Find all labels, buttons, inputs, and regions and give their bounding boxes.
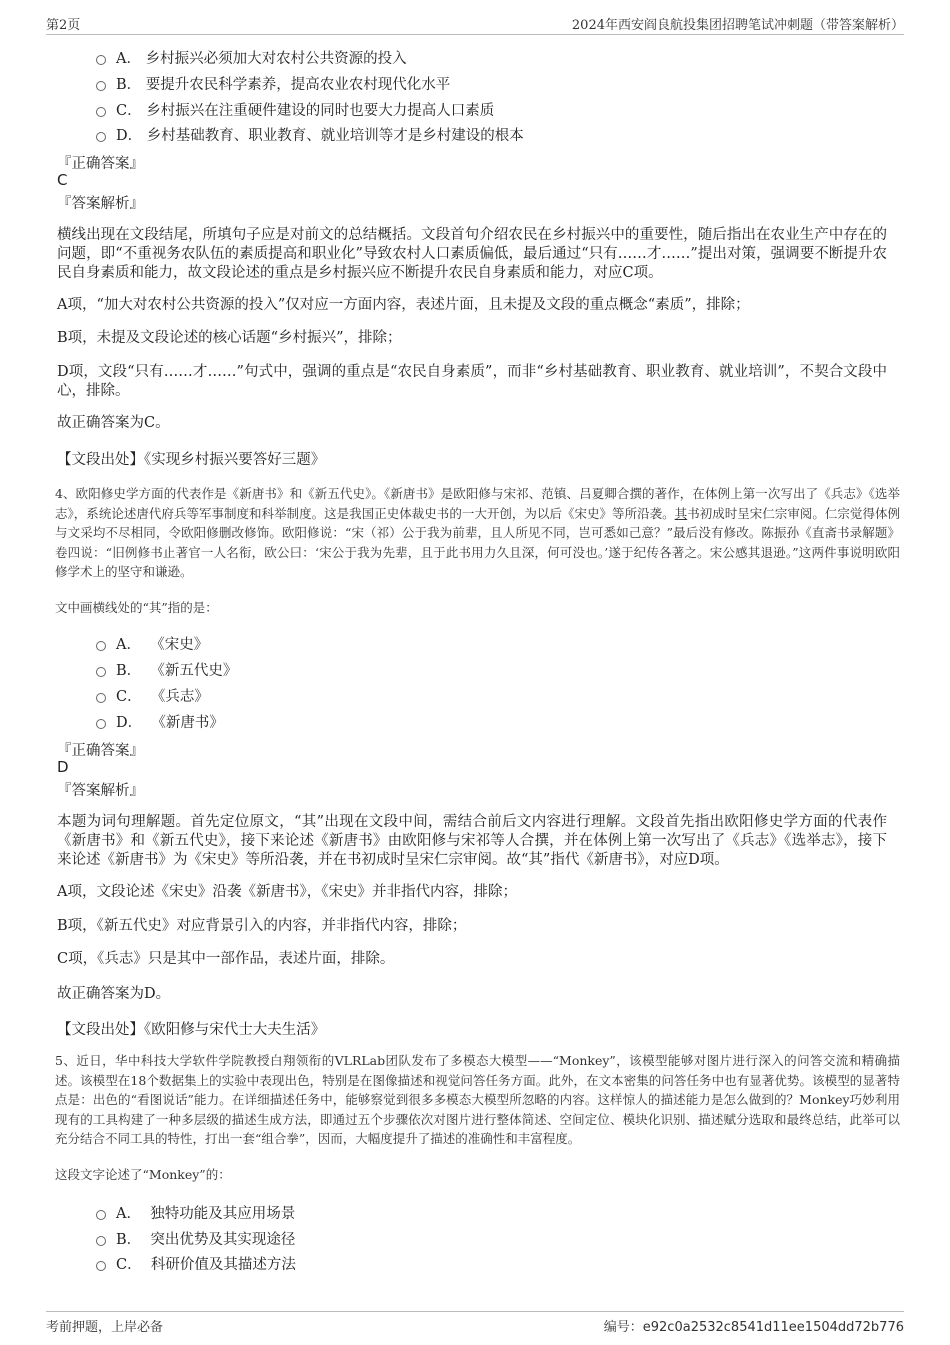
analysis-conclusion: 故正确答案为C。 [57,415,170,431]
analysis-paragraph: A项，“加大对农村公共资源的投入”仅对应一方面内容，表述片面，且未提及文段的重点概念“素质”，排除； [57,297,750,313]
analysis-paragraph: 横线出现在文段结尾，所填句子应是对前文的总结概括。文段首句介绍农民在乡村振兴中的重要性，随后指出在农业生产中存在的问题，即“不重视务农队伍的素质提高和职业化”导致农村人口素质偏低，最后通过“只有……才……”提出对策，强调要不断提升农民自身素质和能力，故文段论述的重点是乡村振兴应不断提升农民自身素质和能力，对应C项。 [57,227,887,281]
q3-option-b[interactable]: B． 要提升农民科学素养，提高农业农村现代化水平 [96,73,450,94]
question-stem: 文中画横线处的“其”指的是： [55,600,218,615]
analysis-paragraph: 本题为词句理解题。首先定位原文，“其”出现在文段中间，需结合前后文内容进行理解。文段首先指出欧阳修史学方面的代表作《新唐书》和《新五代史》，接下来论述《新唐书》由欧阳修与宋祁等人合撰，并在体例上第一次写出了《兵志》《选举志》，接下来论述《新唐书》为《宋史》等所沿袭，并在书初成时呈宋仁宗审阅。故“其”指代《新唐书》，对应D项。 [57,814,887,868]
question-passage: 5、近日，华中科技大学软件学院教授白翔领衔的VLRLab团队发布了多模态大模型——“Monkey”，该模型能够对图片进行深入的问答交流和精确描述。该模型在18个数据集上的实验中表现出色，特别是在图像描述和视觉问答任务方面。此外，在文本密集的问答任务中也有显著优势。该模型的显著特点是：出色的“看图说话”能力。在详细描述任务中，能够察觉到很多多模态大模型所忽略的内容。这样惊人的描述能力是怎么做到的？Monkey巧妙利用现有的工具构建了一种多层级的描述生成方法，即通过五个步骤依次对图片进行整体简述、空间定位、模块化识别、描述赋分选取和最终总结，此举可以充分结合不同工具的特性，打出一套“组合拳”，因而，大幅度提升了描述的准确性和丰富程度。 [55,1053,900,1146]
correct-answer: C [57,171,68,189]
analysis-conclusion: 故正确答案为D。 [57,986,171,1002]
analysis-paragraph: B项，未提及文段论述的核心话题“乡村振兴”，排除； [57,330,402,346]
q3-option-a[interactable]: A． 乡村振兴必须加大对农村公共资源的投入 [96,47,407,68]
answer-label: 『正确答案』 [57,156,144,172]
analysis-label: 『答案解析』 [57,783,144,799]
radio-icon[interactable] [96,641,106,651]
analysis-paragraph: B项，《新五代史》对应背景引入的内容，并非指代内容，排除； [57,918,467,934]
q4-option-a[interactable]: A． 《宋史》 [96,633,208,654]
analysis-paragraph: C项，《兵志》只是其中一部作品，表述片面，排除。 [57,951,395,967]
document-title: 2024年西安阎良航投集团招聘笔试冲刺题（带答案解析） [571,18,904,33]
q4-option-c[interactable]: C． 《兵志》 [96,685,209,706]
document-code: 编号：e92c0a2532c8541d11ee1504dd72b776 [603,1320,904,1335]
radio-icon[interactable] [96,1236,106,1246]
analysis-paragraph: D项，文段“只有……才……”句式中，强调的重点是“农民自身素质”，而非“乡村基础教育、职业教育、就业培训”，不契合文段中心，排除。 [57,364,887,399]
radio-icon[interactable] [96,693,106,703]
analysis-paragraph: A项，文段论述《宋史》沿袭《新唐书》，《宋史》并非指代内容，排除； [57,884,517,900]
q3-option-c[interactable]: C． 乡村振兴在注重硬件建设的同时也要大力提高人口素质 [96,99,494,120]
radio-icon[interactable] [96,107,106,117]
q4-option-d[interactable]: D． 《新唐书》 [96,711,224,732]
answer-label: 『正确答案』 [57,743,144,759]
question-stem: 这段文字论述了“Monkey”的： [55,1167,231,1182]
radio-icon[interactable] [96,81,106,91]
radio-icon[interactable] [96,667,106,677]
radio-icon[interactable] [96,719,106,729]
q5-option-c[interactable]: C． 科研价值及其描述方法 [96,1253,296,1274]
radio-icon[interactable] [96,55,106,65]
q3-option-d[interactable]: D． 乡村基础教育、职业教育、就业培训等才是乡村建设的根本 [96,124,524,145]
radio-icon[interactable] [96,132,106,142]
q4-option-b[interactable]: B． 《新五代史》 [96,659,237,680]
q5-option-a[interactable]: A． 独特功能及其应用场景 [96,1202,295,1223]
q5-option-b[interactable]: B． 突出优势及其实现途径 [96,1228,295,1249]
correct-answer: D [57,758,69,776]
page-footer [46,1311,904,1338]
underlined-word: 其 [674,505,688,521]
question-passage: 4、欧阳修史学方面的代表作是《新唐书》和《新五代史》。《新唐书》是欧阳修与宋祁、范镇、吕夏卿合撰的著作，在体例上第一次写出了《兵志》《选举志》，系统论述唐代府兵等军事制度和科举制度。这是我国正史体裁史书的一大开创，为以后《宋史》等所沿袭。其书初成时呈宋仁宗审阅。仁宗觉得体例与文采均不尽相同，令欧阳修删改修饰。欧阳修说：“宋（祁）公于我为前辈，且人所见不同，岂可悉如己意？”最后没有修改。陈振孙《直斋书录解题》卷四说：“旧例修书止著官一人名衔，欧公曰：‘宋公于我为先辈，且于此书用力久且深，何可没也。’遂于纪传各著之。宋公感其退逊。”这两件事说明欧阳修学术上的坚守和谦逊。 [55,486,900,579]
analysis-label: 『答案解析』 [57,196,144,212]
page-number: 第2页 [46,18,81,33]
page-header [46,12,904,35]
footer-slogan: 考前押题，上岸必备 [46,1320,164,1335]
radio-icon[interactable] [96,1261,106,1271]
source-citation: 【文段出处】《欧阳修与宋代士大夫生活》 [57,1022,326,1038]
radio-icon[interactable] [96,1210,106,1220]
source-citation: 【文段出处】《实现乡村振兴要答好三题》 [57,452,326,468]
